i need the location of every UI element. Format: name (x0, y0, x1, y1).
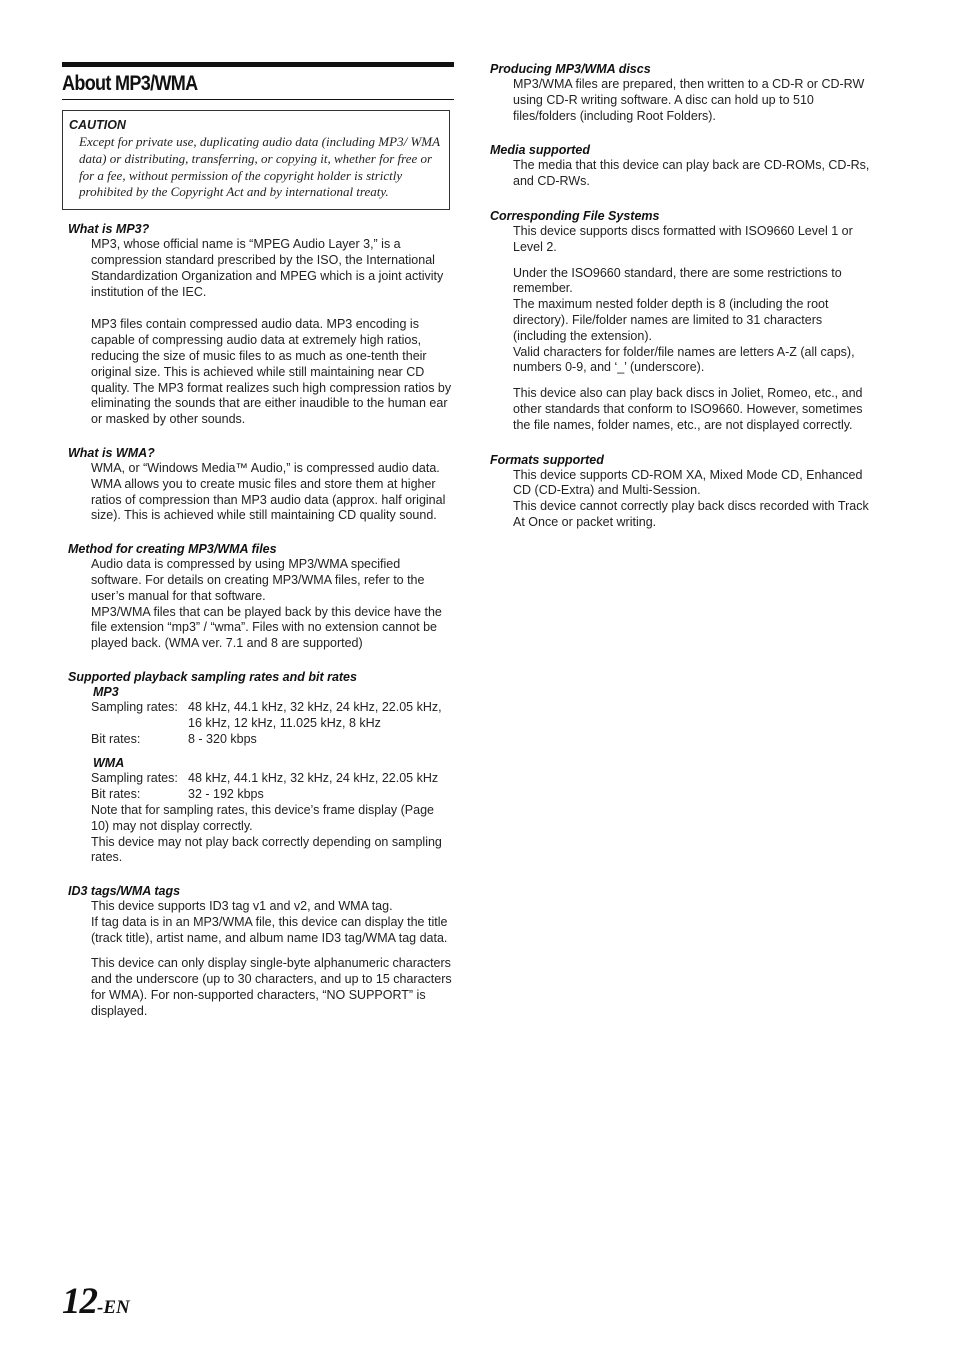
section-file-systems (490, 209, 874, 434)
paragraph: MP3/WMA files are prepared, then written to a CD-R or CD-RW using CD-R writing software. A disc can hold up to 510 files/folders (including Root Folders). (513, 77, 865, 123)
wma-bit-row (91, 787, 454, 803)
heading-what-is-wma: What is WMA? (68, 445, 155, 460)
rate-value: 32 - 192 kbps (188, 787, 264, 802)
heading-producing: Producing MP3/WMA discs (490, 62, 651, 76)
section-rates (62, 670, 454, 866)
paragraph: Audio data is compressed by using MP3/WMA specified software. For details on creating MP3/WMA files, refer to the user’s manual for that software. (91, 557, 425, 603)
section-media (490, 143, 874, 190)
rate-value: 8 - 320 kbps (188, 731, 257, 746)
section-what-is-mp3 (62, 222, 454, 428)
paragraph: MP3/WMA files that can be played back by this device have the file extension “mp3” / “wma”. Files with no extension cannot be played back. (WMA ver. 7.1 and 8 are supported) (91, 604, 442, 651)
heading-file-systems: Corresponding File Systems (490, 208, 660, 223)
body-rates-notes (91, 803, 454, 866)
rate-value: 48 kHz, 44.1 kHz, 32 kHz, 24 kHz, 22.05 kHz, 16 kHz, 12 kHz, 11.025 kHz, 8 kHz (188, 699, 442, 730)
heading-id3: ID3 tags/WMA tags (68, 884, 181, 899)
body-id3 (91, 899, 454, 1020)
page-number-value: 12 (62, 1281, 97, 1322)
section-method (62, 542, 454, 652)
section-title: About MP3/WMA (62, 72, 198, 95)
caution-text: Except for private use, duplicating audio data (including MP3/ WMA data) or distributing, transferring, or copying it, whether for free or for a fee, without permission of the copyright holder is strictly prohibited by the Copyright Act and by international treaty. (79, 134, 440, 200)
title-top-bar (62, 62, 454, 67)
paragraph: This device supports ID3 tag v1 and v2, and WMA tag. (91, 899, 393, 914)
body-method (91, 557, 454, 652)
body-what-is-mp3 (91, 237, 454, 428)
rate-label: Sampling rates: (91, 771, 178, 786)
section-what-is-wma (62, 446, 454, 524)
body-what-is-wma (91, 461, 454, 524)
paragraph: WMA, or “Windows Media™ Audio,” is compressed audio data. (91, 460, 440, 475)
paragraph: WMA allows you to create music files and store them at higher ratios of compression than MP3 audio data (approx. half original size). This is achieved while still maintaining CD quality sound. (91, 476, 446, 523)
paragraph: MP3 files contain compressed audio data. MP3 encoding is capable of compressing audio data at extremely high ratios, reducing the size of music files to as much as one-tenth their original size. This is achieved while still maintaining near CD quality. The MP3 format realizes such high compression ratios by eliminating the sounds that are either inaudible to the human ear or masked by other sounds. (91, 317, 452, 427)
rate-label: Bit rates: (91, 787, 141, 802)
wma-sampling-row (91, 771, 454, 787)
body-file-systems (513, 224, 874, 434)
body-producing (513, 77, 874, 124)
heading-what-is-mp3: What is MP3? (68, 222, 150, 237)
paragraph: Under the ISO9660 standard, there are some restrictions to remember. (513, 265, 842, 296)
paragraph: This device also can play back discs in Joliet, Romeo, etc., and other standards that conform to ISO9660. However, sometimes the file names, folder names, etc., are not displayed correctly. (513, 386, 863, 432)
heading-media: Media supported (490, 143, 591, 158)
mp3-bit-row (91, 732, 454, 748)
heading-method: Method for creating MP3/WMA files (68, 542, 277, 557)
rate-label: Sampling rates: (91, 699, 178, 714)
paragraph: This device can only display single-byte alphanumeric characters and the underscore (up to 30 characters, and up to 15 characters for WMA). For non-supported characters, “NO SUPPORT” is displayed. (91, 956, 452, 1018)
caution-box (62, 110, 450, 210)
section-producing (490, 62, 874, 124)
page-number-suffix: -EN (97, 1297, 130, 1318)
paragraph: Valid characters for folder/file names are letters A-Z (all caps), numbers 0-9, and ‘_’ (underscore). (513, 344, 855, 375)
caution-heading: CAUTION (69, 118, 126, 132)
left-column (62, 62, 454, 1038)
heading-formats: Formats supported (490, 452, 604, 467)
body-media (513, 158, 874, 190)
paragraph: Note that for sampling rates, this device’s frame display (Page 10) may not display correctly. (91, 802, 434, 833)
paragraph: This device supports discs formatted with ISO9660 Level 1 or Level 2. (513, 223, 853, 254)
mp3-sampling-row (91, 700, 454, 732)
paragraph: MP3, whose official name is “MPEG Audio Layer 3,” is a compression standard prescribed by the ISO, the International Standardization Organization and MPEG which is a joint activity institution of the IEC. (91, 237, 444, 299)
paragraph: This device may not play back correctly depending on sampling rates. (91, 834, 442, 865)
body-formats (513, 468, 874, 531)
heading-rates: Supported playback sampling rates and bit rates (68, 669, 357, 684)
subheading-wma: WMA (93, 756, 125, 771)
page-number (62, 1282, 130, 1328)
rate-value: 48 kHz, 44.1 kHz, 32 kHz, 24 kHz, 22.05 kHz (188, 771, 439, 786)
paragraph: This device cannot correctly play back discs recorded with Track At Once or packet writing. (513, 499, 869, 529)
subheading-mp3: MP3 (93, 684, 119, 699)
paragraph: The media that this device can play back are CD-ROMs, CD-Rs, and CD-RWs. (513, 158, 870, 189)
rate-label: Bit rates: (91, 731, 141, 746)
paragraph: If tag data is in an MP3/WMA file, this device can display the title (track title), artist name, and album name ID3 tag/WMA tag data. (91, 914, 448, 945)
title-rule (62, 99, 454, 100)
section-formats (490, 453, 874, 531)
right-column (490, 62, 874, 550)
section-id3 (62, 884, 454, 1020)
paragraph: The maximum nested folder depth is 8 (including the root directory). File/folder names are limited to 31 characters (including the extension). (513, 297, 829, 343)
paragraph: This device supports CD-ROM XA, Mixed Mode CD, Enhanced CD (CD-Extra) and Multi-Session. (513, 467, 863, 498)
